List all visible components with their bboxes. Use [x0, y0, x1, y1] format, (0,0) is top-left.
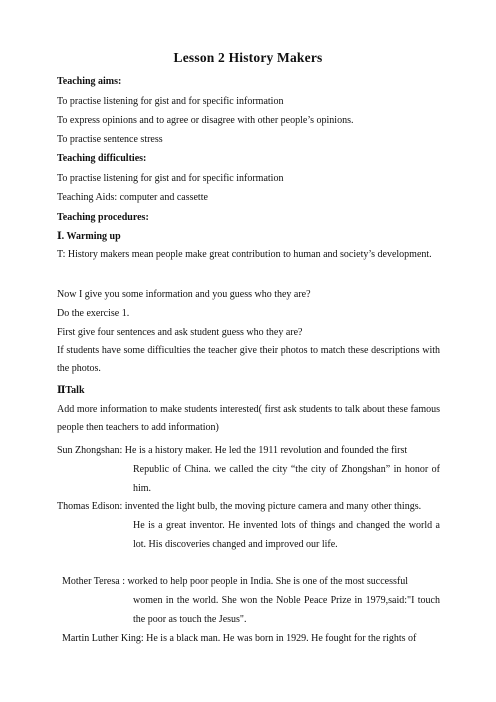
- warming-line: First give four sentences and ask student guess who they are?: [57, 327, 303, 338]
- person-thomas-edison-first: Thomas Edison: invented the light bulb, the moving picture camera and many other things.: [57, 501, 422, 512]
- person-mother-teresa-first: Mother Teresa : worked to help poor people in India. She is one of the most successful: [62, 576, 408, 587]
- procedures-heading: Teaching procedures:: [57, 212, 149, 223]
- talk-paragraph: Add more information to make students interested( first ask students to talk about these famous people then teachers to add information): [57, 404, 440, 433]
- person-thomas-edison-rest: He is a great inventor. He invented lots of things and changed the world a lot. His discoveries changed and improved our life.: [133, 520, 440, 550]
- aim-item: To practise listening for gist and for specific information: [57, 96, 284, 107]
- person-sun-zhongshan-rest: Republic of China. we called the city “the city of Zhongshan” in honor of him.: [133, 464, 440, 494]
- warming-up-paragraph-2: If students have some difficulties the teacher give their photos to match these descriptions with the photos.: [57, 345, 440, 374]
- warming-line: Do the exercise 1.: [57, 308, 130, 319]
- aim-item: To express opinions and to agree or disagree with other people’s opinions.: [57, 115, 354, 126]
- warming-line: Now I give you some information and you guess who they are?: [57, 289, 311, 300]
- warming-up-heading: Ⅰ. Warming up: [57, 231, 121, 242]
- aim-item: To practise sentence stress: [57, 134, 163, 145]
- talk-heading: ⅡTalk: [57, 385, 85, 396]
- page-title: Lesson 2 History Makers: [173, 50, 323, 65]
- person-martin-luther-king-first: Martin Luther King: He is a black man. He was born in 1929. He fought for the rights of: [62, 633, 417, 644]
- person-mother-teresa-rest: women in the world. She won the Noble Peace Prize in 1979,said:"I touch the poor as touch the Jesus".: [133, 595, 440, 625]
- person-sun-zhongshan-first: Sun Zhongshan: He is a history maker. He led the 1911 revolution and founded the first: [57, 445, 408, 456]
- warming-up-paragraph: T: History makers mean people make great contribution to human and society’s development.: [57, 249, 432, 260]
- aims-heading: Teaching aims:: [57, 76, 122, 87]
- difficulty-item: To practise listening for gist and for specific information: [57, 173, 284, 184]
- difficulties-heading: Teaching difficulties:: [57, 153, 147, 164]
- teaching-aids: Teaching Aids: computer and cassette: [57, 192, 208, 203]
